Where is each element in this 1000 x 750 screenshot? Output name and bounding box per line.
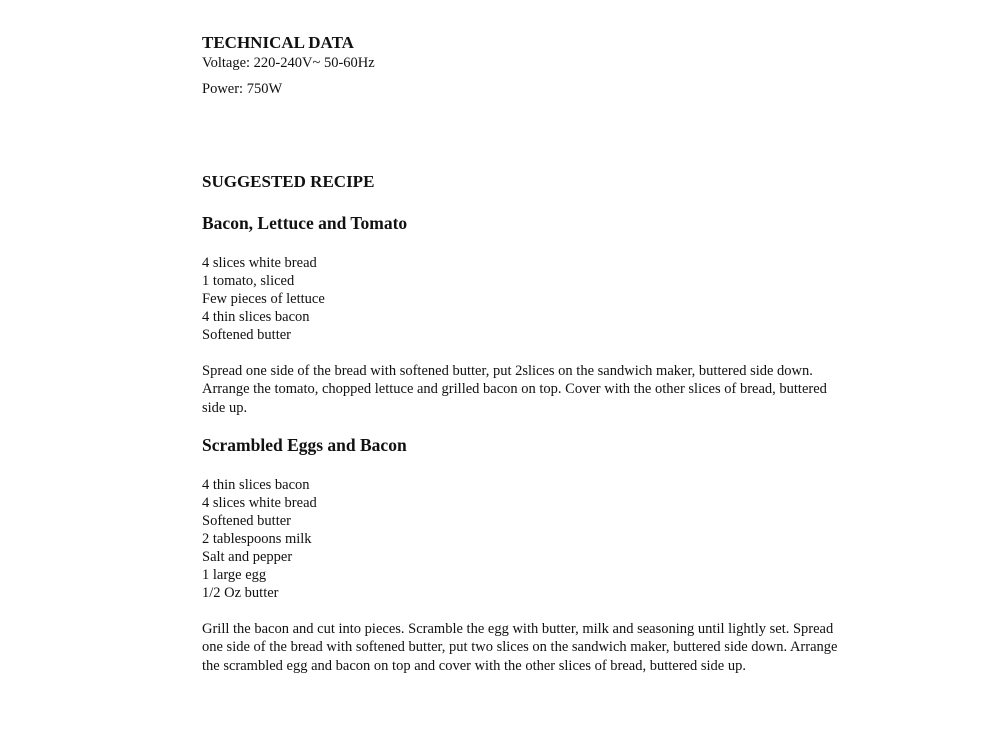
recipe-scrambled-eggs bbox=[202, 435, 862, 675]
ingredient-item: Few pieces of lettuce bbox=[202, 291, 325, 307]
ingredient-item: 4 thin slices bacon bbox=[202, 309, 310, 325]
ingredient-item: 1 tomato, sliced bbox=[202, 273, 295, 289]
recipe-method: Spread one side of the bread with softened butter, put 2slices on the sandwich maker, buttered side down. Arrange the tomato, chopped lettuce and grilled bacon on top. Cover with the other slices of bread, buttered side up. bbox=[202, 363, 827, 416]
ingredient-item: 1 large egg bbox=[202, 567, 267, 583]
ingredient-item: 2 tablespoons milk bbox=[202, 531, 312, 547]
suggested-recipe-title: SUGGESTED RECIPE bbox=[202, 172, 375, 191]
ingredient-item: Salt and pepper bbox=[202, 549, 293, 565]
recipe-title: Bacon, Lettuce and Tomato bbox=[202, 213, 408, 233]
technical-data-section bbox=[202, 33, 862, 98]
ingredient-item: 1/2 Oz butter bbox=[202, 585, 279, 601]
ingredient-item: Softened butter bbox=[202, 327, 291, 343]
ingredient-item: Softened butter bbox=[202, 513, 291, 529]
recipe-title: Scrambled Eggs and Bacon bbox=[202, 435, 407, 455]
technical-data-title: TECHNICAL DATA bbox=[202, 33, 354, 52]
power-spec: Power: 750W bbox=[202, 81, 283, 97]
suggested-recipe-section bbox=[202, 172, 862, 192]
ingredient-item: 4 slices white bread bbox=[202, 495, 317, 511]
ingredient-list bbox=[202, 476, 862, 602]
ingredient-item: 4 thin slices bacon bbox=[202, 477, 310, 493]
ingredient-item: 4 slices white bread bbox=[202, 255, 317, 271]
recipe-blt bbox=[202, 213, 862, 417]
ingredient-list bbox=[202, 254, 862, 344]
voltage-spec: Voltage: 220-240V~ 50-60Hz bbox=[202, 55, 375, 71]
recipe-method: Grill the bacon and cut into pieces. Scramble the egg with butter, milk and seasoning until lightly set. Spread one side of the bread with softened butter, put two slices on the sandwich maker, buttered side down. Arrange the scrambled egg and bacon on top and cover with the other slices of bread, buttered side up. bbox=[202, 621, 838, 674]
